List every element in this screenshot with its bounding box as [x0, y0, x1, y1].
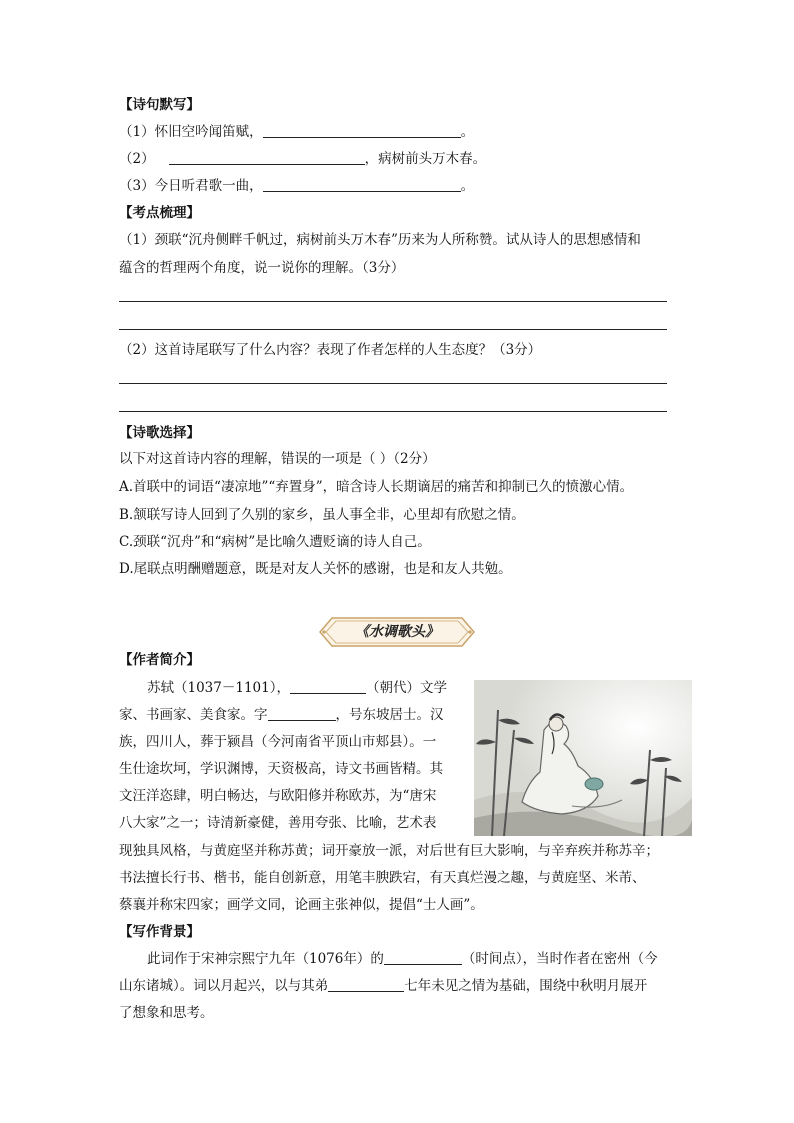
answer-blank[interactable]	[263, 123, 461, 138]
answer-blank[interactable]	[268, 706, 336, 721]
recall-q1-suffix: 。	[460, 124, 475, 140]
background-line-1	[147, 949, 658, 969]
author-line-3: 族，四川人，葬于颍昌（今河南省平顶山市郏县）。一	[119, 734, 437, 750]
author-line-5: 文汪洋恣肆，明白畅达，与欧阳修并称欧苏，为“唐宋	[119, 788, 437, 804]
key-q1-line1: （1）颈联“沉舟侧畔千帆过，病树前头万木春”历来为人所称赞。试从诗人的思想感情和	[119, 232, 641, 248]
author-text: 家、书画家、美食家。字	[119, 707, 268, 723]
recall-q1-prefix: （1）怀旧空吟闻笛赋，	[119, 124, 263, 140]
answer-blank[interactable]	[290, 679, 366, 694]
recall-question-3	[119, 176, 474, 196]
choice-stem: 以下对这首诗内容的理解，错误的一项是（ ）（2分）	[119, 451, 436, 467]
key-q2-line1: （2）这首诗尾联写了什么内容？表现了作者怎样的人生态度？（3分）	[119, 342, 542, 358]
recall-question-1	[119, 122, 474, 142]
section-heading-author: 【作者简介】	[119, 652, 200, 668]
background-text: 七年未见之情为基础，围绕中秋明月展开	[404, 978, 648, 994]
background-text: （时间点），当时作者在密州（今	[461, 951, 658, 967]
background-text: 山东诸城）。词以月起兴，以与其弟	[119, 978, 329, 994]
answer-line[interactable]	[119, 301, 667, 302]
section-heading-poem-recall: 【诗句默写】	[119, 97, 200, 113]
author-text: ，号东坡居士。汉	[335, 707, 444, 723]
recall-q2-suffix: ，病树前头万木春。	[364, 151, 487, 167]
background-line-3: 了想象和思考。	[119, 1005, 214, 1021]
author-line-9: 蔡襄并称宋四家；画学文同，论画主张神似，提倡“士人画”。	[119, 897, 484, 913]
author-portrait-painting	[474, 680, 692, 836]
title-banner	[318, 615, 476, 649]
author-text: （朝代）文学	[365, 680, 447, 696]
answer-line[interactable]	[119, 329, 667, 330]
recall-q3-suffix: 。	[460, 178, 475, 194]
author-line-7: 现独具风格，与黄庭坚并称苏黄；词开豪放一派，对后世有巨大影响，与辛弃疾并称苏辛；	[119, 843, 659, 859]
background-line-2	[119, 976, 647, 996]
answer-blank[interactable]	[263, 177, 461, 192]
author-line-1	[147, 678, 447, 698]
choice-option-a[interactable]: A.首联中的词语“凄凉地”“弃置身”，暗含诗人长期谪居的痛苦和抑制已久的愤激心情。	[119, 479, 634, 495]
choice-option-d[interactable]: D.尾联点明酬赠题意，既是对友人关怀的感谢，也是和友人共勉。	[119, 561, 512, 577]
section-heading-key-points: 【考点梳理】	[119, 205, 200, 221]
author-text: 苏轼（1037－1101），	[147, 680, 290, 696]
author-line-4: 生仕途坎坷，学识渊博，天资极高，诗文书画皆精。其	[119, 761, 443, 777]
answer-blank[interactable]	[384, 950, 462, 965]
section-heading-background: 【写作背景】	[119, 924, 200, 940]
answer-blank[interactable]	[328, 977, 404, 992]
answer-blank[interactable]	[169, 150, 365, 165]
recall-q2-prefix: （2）	[119, 151, 155, 167]
author-line-2	[119, 705, 444, 725]
choice-option-b[interactable]: B.颔联写诗人回到了久别的家乡，虽人事全非，心里却有欣慰之情。	[119, 507, 525, 523]
author-line-6: 八大家”之一；诗清新豪健，善用夸张、比喻，艺术表	[119, 815, 437, 831]
background-text: 此词作于宋神宗熙宁九年（1076年）的	[147, 951, 384, 967]
answer-line[interactable]	[119, 411, 667, 412]
key-q1-line2: 蕴含的哲理两个角度，说一说你的理解。（3分）	[119, 260, 405, 276]
answer-line[interactable]	[119, 383, 667, 384]
recall-q3-prefix: （3）今日听君歌一曲，	[119, 178, 263, 194]
author-line-8: 书法擅长行书、楷书，能自创新意，用笔丰腴跌宕，有天真烂漫之趣，与黄庭坚、米芾、	[119, 870, 646, 886]
choice-option-c[interactable]: C.颈联“沉舟”和“病树”是比喻久遭贬谪的诗人自己。	[119, 534, 431, 550]
section-heading-poem-choice: 【诗歌选择】	[119, 425, 200, 441]
ink-painting-icon	[474, 680, 692, 836]
recall-question-2	[119, 149, 486, 169]
section-title: 《水调歌头》	[355, 624, 439, 640]
